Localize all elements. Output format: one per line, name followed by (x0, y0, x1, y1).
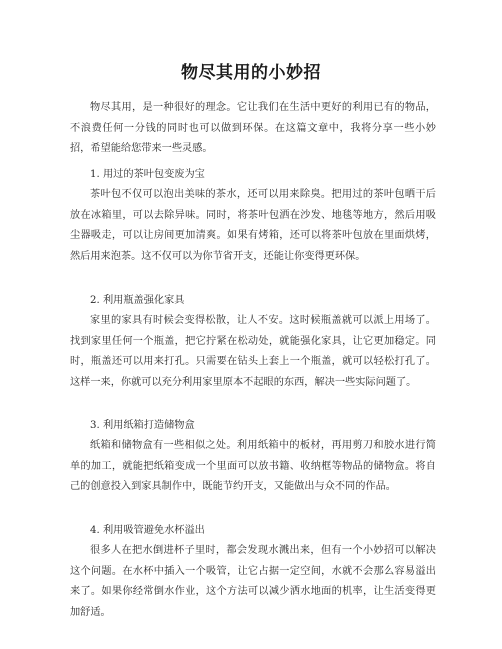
section-paragraph-3: 纸箱和储物盒有一些相似之处。利用纸箱中的板材，再用剪刀和胶水进行简单的加工，就能把纸箱变成一个里面可以放书籍、收纳框等物品的储物盒。将自己的创意投入到家具制作中，既能节约开支，又能做出与众不同的作品。 (70, 440, 436, 492)
section-paragraph-1: 茶叶包不仅可以泡出美味的茶水，还可以用来除臭。把用过的茶叶包晒干后放在冰箱里，可以去除异味。同时，将茶叶包洒在沙发、地毯等地方，然后用吸尘器吸走，可以让房间更加清爽。如果有烤箱，还可以将茶叶包放在里面烘烤，然后用来泡茶。这不仅可以为你节省开支，还能让你变得更环保。 (70, 189, 436, 262)
section-heading-1: 1. 用过的茶叶包变废为宝 (90, 169, 205, 180)
section-heading-3: 3. 利用纸箱打造储物盒 (90, 420, 195, 431)
section-paragraph-4: 很多人在把水倒进杯子里时，都会发现水溅出来，但有一个小妙招可以解决这个问题。在水杯中插入一个吸管，让它占据一定空间，水就不会那么容易溢出来了。如果你经常倒水作业，这个方法可以减少洒水地面的机率，让生活变得更加舒适。 (70, 545, 436, 618)
document-title: 物尽其用的小妙招 (181, 63, 321, 83)
section-heading-2: 2. 利用瓶盖强化家具 (90, 295, 185, 306)
intro-paragraph: 物尽其用，是一种很好的理念。它让我们在生活中更好的利用已有的物品，不浪费任何一分钱的同时也可以做到环保。在这篇文章中，我将分享一些小妙招，希望能给您带来一些灵感。 (70, 102, 436, 154)
section-heading-4: 4. 利用吸管避免水杯溢出 (90, 525, 205, 536)
section-paragraph-2: 家里的家具有时候会变得松散，让人不安。这时候瓶盖就可以派上用场了。找到家里任何一个瓶盖，把它拧紧在松动处，就能强化家具，让它更加稳定。同时，瓶盖还可以用来打孔。只需要在钻头上套上一个瓶盖，就可以轻松打孔了。这样一来，你就可以充分利用家里原本不起眼的东西，解决一些实际问题了。 (70, 315, 436, 388)
